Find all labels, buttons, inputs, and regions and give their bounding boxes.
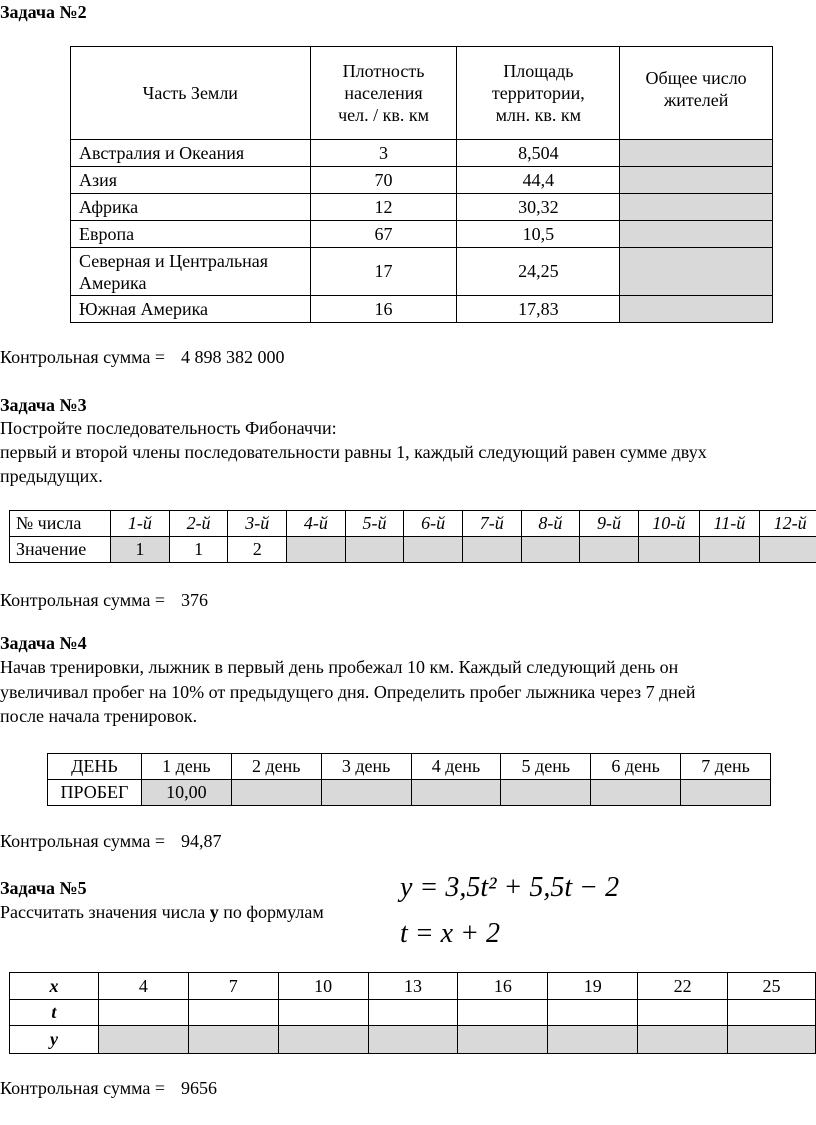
fib-col: 6-й [404, 511, 463, 537]
task4-checksum: Контрольная сумма = 94,87 [0, 831, 222, 851]
fib-col: 4-й [287, 511, 346, 537]
task3-table [9, 510, 816, 563]
x-value: 16 [458, 973, 548, 1000]
ski-value-cell[interactable] [591, 780, 681, 806]
fib-value-cell[interactable] [699, 537, 760, 563]
y-value-cell[interactable] [368, 1026, 458, 1054]
cell-density: 67 [310, 221, 457, 248]
task5-checksum: Контрольная сумма = 9656 [0, 1078, 217, 1098]
fib-value-cell[interactable]: 2 [228, 537, 287, 563]
x-value: 19 [548, 973, 638, 1000]
cell-density: 16 [310, 296, 457, 323]
fib-value-cell[interactable] [462, 537, 521, 563]
table-row [71, 194, 773, 221]
cell-population-input[interactable] [620, 167, 773, 194]
header-part: Часть Земли [71, 47, 311, 140]
task2-title: Задача №2 [0, 2, 87, 22]
task5-text: Рассчитать значения числа y по формулам [0, 902, 324, 922]
table-row [71, 248, 773, 296]
y-value-cell[interactable] [458, 1026, 548, 1054]
fib-value-cell[interactable]: 1 [169, 537, 228, 563]
fib-col: 9-й [580, 511, 639, 537]
ski-value-cell[interactable] [321, 780, 411, 806]
cell-population-input[interactable] [620, 296, 773, 323]
x-value: 10 [278, 973, 368, 1000]
ski-day: 6 день [591, 754, 681, 780]
fib-value-label: Значение [10, 537, 111, 563]
fib-value-cell[interactable] [521, 537, 580, 563]
task3-text-3: предыдущих. [0, 466, 103, 486]
header-population: Общее число жителей [620, 47, 773, 140]
table-row [71, 221, 773, 248]
task4-title: Задача №4 [0, 633, 87, 653]
ski-day: 4 день [411, 754, 501, 780]
task5-table [9, 972, 816, 1054]
task4-table [47, 753, 771, 806]
task3-text-1: Постройте последовательность Фибоначчи: [0, 418, 337, 438]
task3-title: Задача №3 [0, 395, 87, 415]
fib-col: 12-й [760, 511, 816, 537]
formula-t: t = x + 2 [400, 918, 500, 949]
y-value-cell[interactable] [548, 1026, 638, 1054]
t-value-cell[interactable] [188, 1000, 278, 1026]
fib-value-cell[interactable] [760, 537, 816, 563]
ski-day: 3 день [321, 754, 411, 780]
fib-header-row [10, 511, 816, 537]
cell-part: Южная Америка [71, 296, 311, 323]
row-label-x: x [10, 973, 99, 1000]
cell-density: 12 [310, 194, 457, 221]
x-value: 25 [728, 973, 816, 1000]
t-value-cell[interactable] [728, 1000, 816, 1026]
task2-header-row [71, 47, 773, 140]
ski-value-cell[interactable] [411, 780, 501, 806]
y-value-cell[interactable] [98, 1026, 188, 1054]
fib-col: 1-й [111, 511, 170, 537]
fib-value-cell[interactable] [580, 537, 639, 563]
row-label-t: t [10, 1000, 99, 1026]
table-row [71, 167, 773, 194]
cell-area: 24,25 [457, 248, 620, 296]
x-value: 13 [368, 973, 458, 1000]
t-value-cell[interactable] [548, 1000, 638, 1026]
task4-text-2: увеличивал пробег на 10% от предыдущего дня. Определить пробег лыжника через 7 дней [0, 682, 696, 702]
fib-col: 11-й [699, 511, 760, 537]
ski-day: 2 день [231, 754, 321, 780]
header-area: Площадь территории, млн. кв. км [457, 47, 620, 140]
fib-col: 5-й [345, 511, 404, 537]
y-value-cell[interactable] [278, 1026, 368, 1054]
fib-col: 3-й [228, 511, 287, 537]
ski-value-cell[interactable]: 10,00 [141, 780, 231, 806]
task2-checksum: Контрольная сумма = 4 898 382 000 [0, 347, 285, 367]
fib-value-cell[interactable] [638, 537, 699, 563]
calc-t-row [10, 1000, 816, 1026]
cell-density: 3 [310, 140, 457, 167]
cell-area: 8,504 [457, 140, 620, 167]
cell-part: Африка [71, 194, 311, 221]
cell-population-input[interactable] [620, 140, 773, 167]
ski-day: 5 день [501, 754, 591, 780]
t-value-cell[interactable] [278, 1000, 368, 1026]
ski-day: 1 день [141, 754, 231, 780]
cell-population-input[interactable] [620, 221, 773, 248]
t-value-cell[interactable] [98, 1000, 188, 1026]
fib-col: 2-й [169, 511, 228, 537]
cell-population-input[interactable] [620, 194, 773, 221]
t-value-cell[interactable] [368, 1000, 458, 1026]
fib-value-cell[interactable]: 1 [111, 537, 170, 563]
x-value: 7 [188, 973, 278, 1000]
ski-header-label: ДЕНЬ [48, 754, 142, 780]
cell-part: Азия [71, 167, 311, 194]
y-value-cell[interactable] [638, 1026, 728, 1054]
x-value: 4 [98, 973, 188, 1000]
task5-title: Задача №5 [0, 878, 87, 898]
task2-table [70, 46, 773, 323]
formula-y: y = 3,5t² + 5,5t − 2 [400, 872, 620, 903]
cell-part: Северная и Центральная Америка [71, 248, 311, 296]
ski-value-cell[interactable] [681, 780, 771, 806]
fib-col: 10-й [638, 511, 699, 537]
cell-density: 17 [310, 248, 457, 296]
cell-area: 10,5 [457, 221, 620, 248]
y-value-cell[interactable] [728, 1026, 816, 1054]
cell-area: 17,83 [457, 296, 620, 323]
table-row [71, 140, 773, 167]
task3-text-2: первый и второй члены последовательности равны 1, каждый следующий равен сумме двух [0, 442, 707, 462]
cell-population-input[interactable] [620, 248, 773, 296]
y-value-cell[interactable] [188, 1026, 278, 1054]
ski-value-row [48, 780, 771, 806]
header-density: Плотность населения чел. / кв. км [310, 47, 457, 140]
x-value: 22 [638, 973, 728, 1000]
fib-col: 8-й [521, 511, 580, 537]
calc-y-row [10, 1026, 816, 1054]
fib-header-label: № числа [10, 511, 111, 537]
fib-col: 7-й [462, 511, 521, 537]
t-value-cell[interactable] [458, 1000, 548, 1026]
ski-header-row [48, 754, 771, 780]
task3-checksum: Контрольная сумма = 376 [0, 590, 208, 610]
cell-area: 30,32 [457, 194, 620, 221]
cell-part: Австралия и Океания [71, 140, 311, 167]
fib-value-cell[interactable] [287, 537, 346, 563]
fib-value-cell[interactable] [345, 537, 404, 563]
cell-density: 70 [310, 167, 457, 194]
cell-part: Европа [71, 221, 311, 248]
fib-value-cell[interactable] [404, 537, 463, 563]
fib-value-row [10, 537, 816, 563]
t-value-cell[interactable] [638, 1000, 728, 1026]
ski-value-cell[interactable] [231, 780, 321, 806]
task4-text-3: после начала тренировок. [0, 706, 198, 726]
ski-row-label: ПРОБЕГ [48, 780, 142, 806]
row-label-y: y [10, 1026, 99, 1054]
ski-value-cell[interactable] [501, 780, 591, 806]
task4-text-1: Начав тренировки, лыжник в первый день пробежал 10 км. Каждый следующий день он [0, 657, 679, 677]
calc-x-row [10, 973, 816, 1000]
cell-area: 44,4 [457, 167, 620, 194]
table-row [71, 296, 773, 323]
ski-day: 7 день [681, 754, 771, 780]
